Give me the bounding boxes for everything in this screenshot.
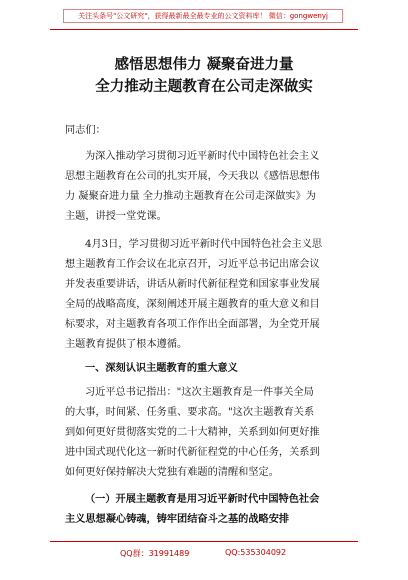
paragraph-line: 力 凝聚奋进力量 全力推动主题教育在公司走深做实》为 [65, 191, 316, 202]
section-heading: 一、深刻认识主题教育的重大意义 [85, 362, 238, 374]
paragraph-line: 如何更好保持解决大党独有难题的清醒和坚定。 [65, 467, 279, 478]
paragraph-line: 的大事，时间紧、任务重、要求高。"这次主题教育关系 [65, 407, 315, 418]
paragraph-line: 想主题教育工作会议在北京召开，习近平总书记出席会议 [65, 259, 320, 270]
paragraph-line: 4月3日，学习贯彻习近平新时代中国特色社会主义思 [85, 239, 323, 250]
paragraph-line: 标要求，对主题教育各项工作作出全面部署，为全党开展 [65, 319, 320, 330]
footer-qq-group: QQ群：31991489 [120, 549, 190, 558]
paragraph-line: 习近平总书记指出："这次主题教育是一件事关全局 [85, 387, 314, 398]
paragraph-line: 全局的战略高度，深刻阐述开展主题教育的重大意义和目 [65, 299, 320, 310]
paragraph-line: 为深入推动学习贯彻习近平新时代中国特色社会主义 [85, 151, 320, 162]
salutation: 同志们： [65, 125, 106, 136]
footer-divider [50, 541, 358, 542]
footer-qq: QQ:535304092 [225, 548, 287, 557]
paragraph-line: 到如何更好贯彻落实党的二十大精神，关系到如何更好推 [65, 427, 320, 438]
paragraph-line: 主题，讲授一堂党课。 [65, 211, 167, 222]
subsection-heading: （一）开展主题教育是用习近平新时代中国特色社会 [85, 493, 320, 505]
paragraph-line: 进中国式现代化这一新时代新征程党的中心任务，关系到 [65, 447, 320, 458]
header-divider [50, 29, 358, 30]
paragraph-line: 思想主题教育在公司的扎实开展，今天我以《感悟思想伟 [65, 171, 320, 182]
paragraph-line: 并发表重要讲话，讲话从新时代新征程党和国家事业发展 [65, 279, 320, 290]
subsection-heading: 主义思想凝心铸魂，铸牢团结奋斗之基的战略安排 [65, 513, 290, 525]
document-title-line2: 全力推动主题教育在公司走深做实 [95, 78, 313, 95]
document-title-line1: 感悟思想伟力 凝聚奋进力量 [114, 56, 294, 73]
paragraph-line: 主题教育提供了根本遵循。 [65, 339, 188, 350]
header-banner: 关注头条号"公文研究"，获得最新最全最专业的公文资料库！ 微信：gongwenyj [63, 9, 343, 23]
